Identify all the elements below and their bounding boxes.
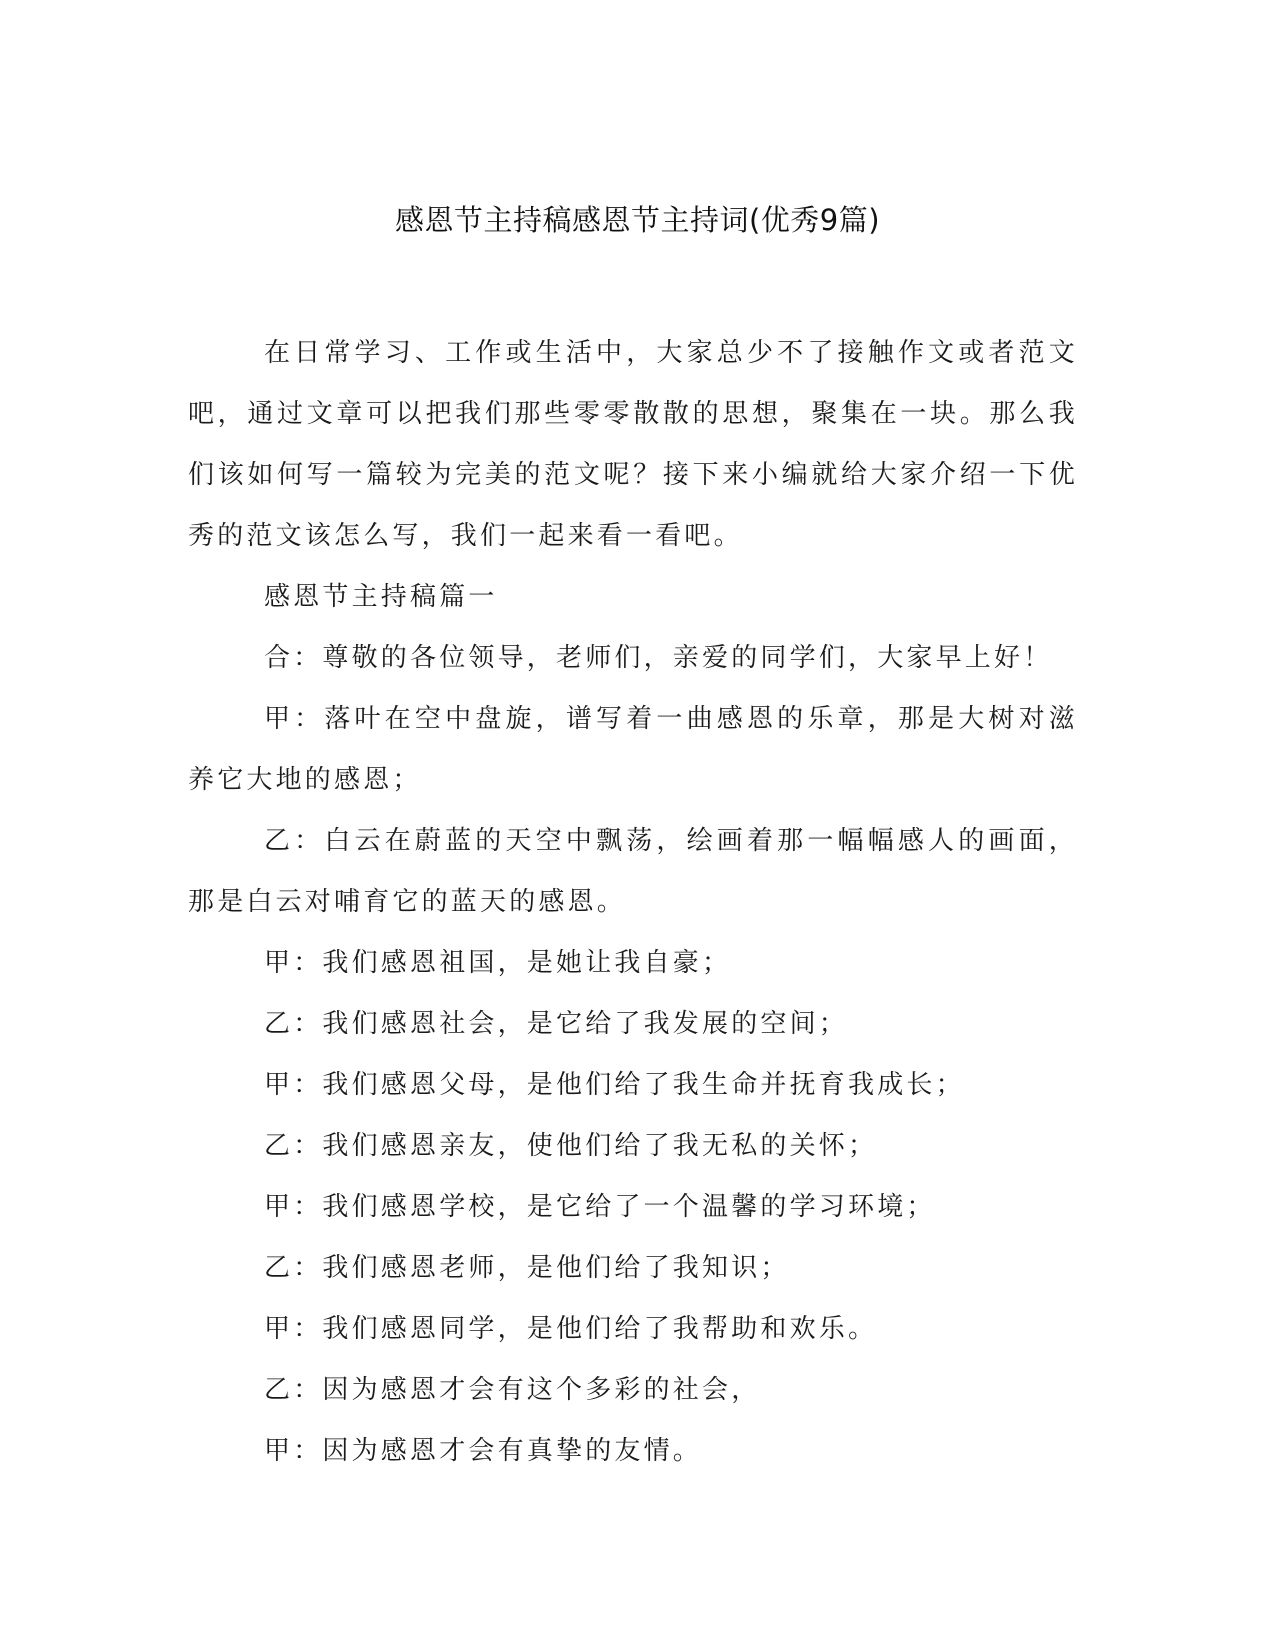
- dialogue-line: 甲：因为感恩才会有真挚的友情。: [264, 1436, 703, 1466]
- dialogue-line: 甲：我们感恩祖国，是她让我自豪；: [264, 948, 732, 978]
- dialogue-line: 乙：因为感恩才会有这个多彩的社会，: [264, 1375, 761, 1405]
- dialogue-line: 乙：我们感恩老师，是他们给了我知识；: [264, 1253, 790, 1283]
- document-title: 感恩节主持稿感恩节主持词(优秀9篇): [394, 203, 881, 237]
- dialogue-line: 甲：我们感恩学校，是它给了一个温馨的学习环境；: [264, 1192, 936, 1222]
- document-body: [188, 323, 1078, 1482]
- dialogue-line: 乙：我们感恩社会，是它给了我发展的空间；: [264, 1009, 849, 1039]
- dialogue-line: 甲：我们感恩父母，是他们给了我生命并抚育我成长；: [264, 1070, 965, 1100]
- dialogue-line: 乙：白云在蔚蓝的天空中飘荡，绘画着那一幅幅感人的画面，那是白云对哺育它的蓝天的感恩。: [188, 826, 1078, 917]
- intro-paragraph: 在日常学习、工作或生活中，大家总少不了接触作文或者范文吧，通过文章可以把我们那些零零散散的思想，聚集在一块。那么我们该如何写一篇较为完美的范文呢？接下来小编就给大家介绍一下优秀的范文该怎么写，我们一起来看一看吧。: [188, 338, 1078, 551]
- dialogue-line: 合：尊敬的各位领导，老师们，亲爱的同学们，大家早上好！: [264, 643, 1053, 673]
- dialogue-line: 甲：落叶在空中盘旋，谱写着一曲感恩的乐章，那是大树对滋养它大地的感恩；: [188, 704, 1078, 795]
- section-heading: 感恩节主持稿篇一: [264, 582, 498, 612]
- dialogue-line: 甲：我们感恩同学，是他们给了我帮助和欢乐。: [264, 1314, 878, 1344]
- dialogue-line: 乙：我们感恩亲友，使他们给了我无私的关怀；: [264, 1131, 878, 1161]
